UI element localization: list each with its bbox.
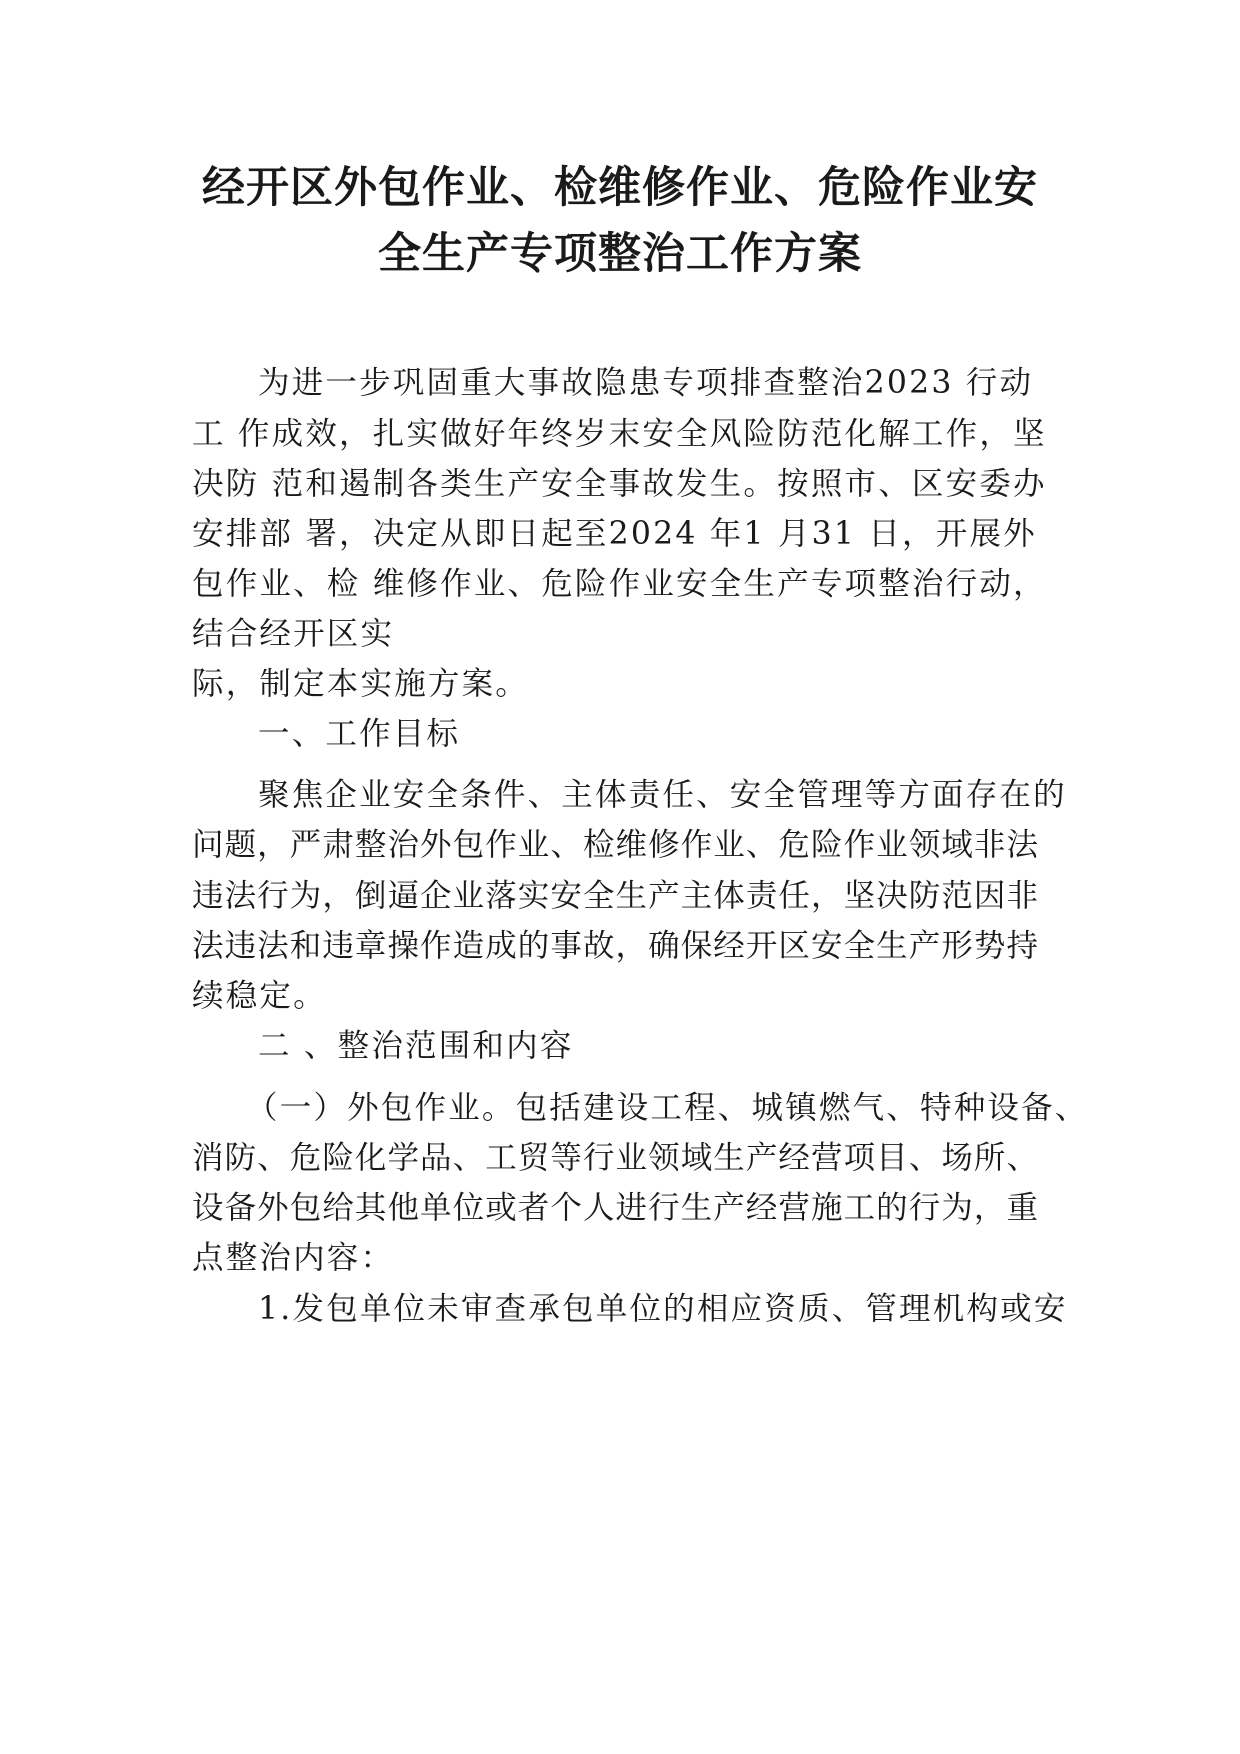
intro-line-6: 结合经开区实 <box>192 616 395 652</box>
intro-line-4: 安排部 署，决定从即日起至2024 年1 月31 日，开展外 <box>192 516 1037 552</box>
goals-line-2: 问题，严肃整治外包作业、检维修作业、危险作业领域非法 <box>192 827 1038 863</box>
intro-line-1: 为进一步巩固重大事故隐患专项排查整治2023 行动 <box>258 365 1034 401</box>
intro-line-5: 包作业、检 维修作业、危险作业安全生产专项整治行动， <box>192 566 1047 602</box>
intro-line-3: 决防 范和遏制各类生产安全事故发生。按照市、区安委办 <box>192 466 1047 502</box>
intro-line-2: 工 作成效，扎实做好年终岁末安全风险防范化解工作，坚 <box>192 416 1047 452</box>
scope-sub1-line-4: 点整治内容： <box>192 1240 395 1276</box>
goals-line-1: 聚焦企业安全条件、主体责任、安全管理等方面存在的 <box>258 777 1067 813</box>
intro-line-7: 际，制定本实施方案。 <box>192 666 530 702</box>
section-heading-scope: 二 、整治范围和内容 <box>258 1028 574 1064</box>
scope-sub1-line-3: 设备外包给其他单位或者个人进行生产经营施工的行为，重 <box>192 1190 1038 1226</box>
scope-sub1-line-1: （一）外包作业。包括建设工程、城镇燃气、特种设备、 <box>246 1090 1089 1126</box>
goals-line-3: 违法行为，倒逼企业落实安全生产主体责任，坚决防范因非 <box>192 878 1038 914</box>
section-heading-goals: 一、工作目标 <box>258 716 461 752</box>
scope-item-1-line-1: 1.发包单位未审查承包单位的相应资质、管理机构或安 <box>258 1291 1068 1327</box>
document-title-line-1: 经开区外包作业、检维修作业、危险作业安 <box>202 163 1038 213</box>
goals-line-4: 法违法和违章操作造成的事故，确保经开区安全生产形势持 <box>192 928 1038 964</box>
scope-sub1-line-2: 消防、危险化学品、工贸等行业领域生产经营项目、场所、 <box>192 1140 1038 1176</box>
document-title-line-2: 全生产专项整治工作方案 <box>378 229 862 279</box>
goals-line-5: 续稳定。 <box>192 978 327 1014</box>
